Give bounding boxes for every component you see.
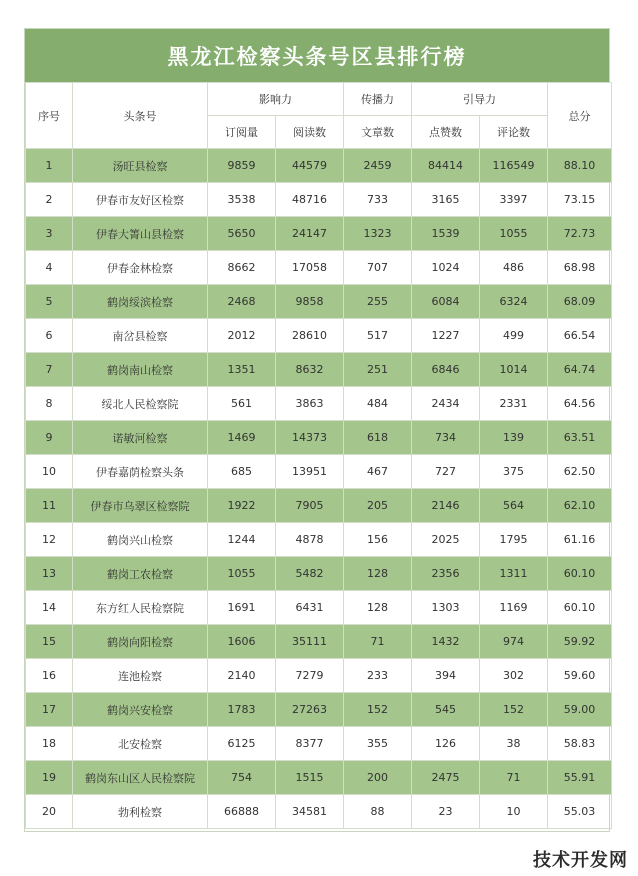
reads-cell: 7905 [276,489,344,523]
articles-cell: 618 [344,421,412,455]
account-cell: 伊春金林检察 [73,251,208,285]
comments-cell: 10 [480,795,548,829]
rank-cell: 18 [26,727,73,761]
subs-cell: 754 [208,761,276,795]
table-row [26,251,612,285]
rank-cell: 20 [26,795,73,829]
comments-cell: 71 [480,761,548,795]
comments-cell: 116549 [480,149,548,183]
ranking-table [25,82,612,829]
comments-cell: 2331 [480,387,548,421]
likes-cell: 84414 [412,149,480,183]
likes-cell: 6084 [412,285,480,319]
subs-cell: 1606 [208,625,276,659]
reads-cell: 35111 [276,625,344,659]
account-cell: 鹤岗兴安检察 [73,693,208,727]
header-influence: 影响力 [208,83,344,116]
reads-cell: 13951 [276,455,344,489]
total-cell: 61.16 [548,523,612,557]
table-row [26,795,612,829]
watermark: 技术开发网 [533,850,628,871]
rank-cell: 5 [26,285,73,319]
subs-cell: 3538 [208,183,276,217]
table-row [26,557,612,591]
rank-cell: 1 [26,149,73,183]
likes-cell: 727 [412,455,480,489]
articles-cell: 251 [344,353,412,387]
articles-cell: 733 [344,183,412,217]
subs-cell: 1055 [208,557,276,591]
page-title: 黑龙江检察头条号区县排行榜 [25,29,609,82]
subs-cell: 8662 [208,251,276,285]
comments-cell: 499 [480,319,548,353]
articles-cell: 2459 [344,149,412,183]
reads-cell: 4878 [276,523,344,557]
account-cell: 南岔县检察 [73,319,208,353]
header-reads: 阅读数 [276,116,344,149]
account-cell: 伊春大箐山县检察 [73,217,208,251]
reads-cell: 28610 [276,319,344,353]
subs-cell: 1783 [208,693,276,727]
account-cell: 连池检察 [73,659,208,693]
likes-cell: 2475 [412,761,480,795]
articles-cell: 152 [344,693,412,727]
articles-cell: 156 [344,523,412,557]
comments-cell: 375 [480,455,548,489]
table-row [26,761,612,795]
comments-cell: 38 [480,727,548,761]
total-cell: 55.91 [548,761,612,795]
table-row [26,727,612,761]
header-comments: 评论数 [480,116,548,149]
subs-cell: 2468 [208,285,276,319]
articles-cell: 128 [344,591,412,625]
comments-cell: 302 [480,659,548,693]
likes-cell: 1303 [412,591,480,625]
reads-cell: 27263 [276,693,344,727]
total-cell: 88.10 [548,149,612,183]
reads-cell: 6431 [276,591,344,625]
comments-cell: 152 [480,693,548,727]
rank-cell: 11 [26,489,73,523]
likes-cell: 545 [412,693,480,727]
table-row [26,353,612,387]
subs-cell: 5650 [208,217,276,251]
likes-cell: 1539 [412,217,480,251]
likes-cell: 6846 [412,353,480,387]
account-cell: 鹤岗兴山检察 [73,523,208,557]
subs-cell: 9859 [208,149,276,183]
subs-cell: 1244 [208,523,276,557]
table-row [26,149,612,183]
total-cell: 68.09 [548,285,612,319]
articles-cell: 233 [344,659,412,693]
table-row [26,183,612,217]
total-cell: 68.98 [548,251,612,285]
reads-cell: 34581 [276,795,344,829]
subs-cell: 1469 [208,421,276,455]
articles-cell: 1323 [344,217,412,251]
rank-cell: 13 [26,557,73,591]
account-cell: 诺敏河检察 [73,421,208,455]
rank-cell: 3 [26,217,73,251]
reads-cell: 1515 [276,761,344,795]
articles-cell: 484 [344,387,412,421]
comments-cell: 1055 [480,217,548,251]
articles-cell: 517 [344,319,412,353]
account-cell: 伊春市乌翠区检察院 [73,489,208,523]
articles-cell: 128 [344,557,412,591]
account-cell: 东方红人民检察院 [73,591,208,625]
total-cell: 60.10 [548,557,612,591]
rank-cell: 14 [26,591,73,625]
header-spread: 传播力 [344,83,412,116]
subs-cell: 561 [208,387,276,421]
account-cell: 伊春嘉荫检察头条 [73,455,208,489]
articles-cell: 467 [344,455,412,489]
table-row [26,421,612,455]
rank-cell: 17 [26,693,73,727]
comments-cell: 486 [480,251,548,285]
comments-cell: 1169 [480,591,548,625]
header-articles: 文章数 [344,116,412,149]
articles-cell: 205 [344,489,412,523]
table-row [26,455,612,489]
total-cell: 62.50 [548,455,612,489]
rank-cell: 2 [26,183,73,217]
account-cell: 鹤岗工农检察 [73,557,208,591]
total-cell: 64.74 [548,353,612,387]
subs-cell: 1351 [208,353,276,387]
total-cell: 64.56 [548,387,612,421]
total-cell: 59.60 [548,659,612,693]
articles-cell: 355 [344,727,412,761]
table-body [26,149,612,829]
likes-cell: 394 [412,659,480,693]
total-cell: 59.00 [548,693,612,727]
header-subs: 订阅量 [208,116,276,149]
rank-cell: 7 [26,353,73,387]
subs-cell: 2012 [208,319,276,353]
subs-cell: 1691 [208,591,276,625]
rank-cell: 8 [26,387,73,421]
comments-cell: 564 [480,489,548,523]
likes-cell: 2146 [412,489,480,523]
subs-cell: 2140 [208,659,276,693]
articles-cell: 71 [344,625,412,659]
rank-cell: 9 [26,421,73,455]
rank-cell: 12 [26,523,73,557]
header-likes: 点赞数 [412,116,480,149]
comments-cell: 3397 [480,183,548,217]
table-row [26,489,612,523]
likes-cell: 1024 [412,251,480,285]
likes-cell: 1432 [412,625,480,659]
comments-cell: 6324 [480,285,548,319]
total-cell: 63.51 [548,421,612,455]
likes-cell: 1227 [412,319,480,353]
account-cell: 鹤岗东山区人民检察院 [73,761,208,795]
likes-cell: 2434 [412,387,480,421]
articles-cell: 200 [344,761,412,795]
account-cell: 汤旺县检察 [73,149,208,183]
rank-cell: 6 [26,319,73,353]
rank-cell: 15 [26,625,73,659]
table-row [26,217,612,251]
reads-cell: 14373 [276,421,344,455]
table-row [26,285,612,319]
articles-cell: 707 [344,251,412,285]
subs-cell: 685 [208,455,276,489]
likes-cell: 23 [412,795,480,829]
table-row [26,693,612,727]
subs-cell: 6125 [208,727,276,761]
comments-cell: 974 [480,625,548,659]
header-guidance: 引导力 [412,83,548,116]
ranking-card [24,28,610,832]
reads-cell: 17058 [276,251,344,285]
likes-cell: 734 [412,421,480,455]
total-cell: 55.03 [548,795,612,829]
header-rank: 序号 [26,83,73,149]
table-row [26,523,612,557]
table-row [26,659,612,693]
total-cell: 58.83 [548,727,612,761]
subs-cell: 1922 [208,489,276,523]
total-cell: 72.73 [548,217,612,251]
likes-cell: 2356 [412,557,480,591]
total-cell: 60.10 [548,591,612,625]
total-cell: 66.54 [548,319,612,353]
reads-cell: 8632 [276,353,344,387]
likes-cell: 3165 [412,183,480,217]
total-cell: 59.92 [548,625,612,659]
reads-cell: 24147 [276,217,344,251]
articles-cell: 88 [344,795,412,829]
header-total: 总分 [548,83,612,149]
table-row [26,625,612,659]
likes-cell: 2025 [412,523,480,557]
table-row [26,319,612,353]
total-cell: 73.15 [548,183,612,217]
articles-cell: 255 [344,285,412,319]
reads-cell: 44579 [276,149,344,183]
comments-cell: 1311 [480,557,548,591]
rank-cell: 19 [26,761,73,795]
table-row [26,387,612,421]
total-cell: 62.10 [548,489,612,523]
header-account: 头条号 [73,83,208,149]
reads-cell: 48716 [276,183,344,217]
account-cell: 勃利检察 [73,795,208,829]
account-cell: 北安检察 [73,727,208,761]
comments-cell: 1795 [480,523,548,557]
rank-cell: 10 [26,455,73,489]
reads-cell: 7279 [276,659,344,693]
account-cell: 鹤岗南山检察 [73,353,208,387]
account-cell: 伊春市友好区检察 [73,183,208,217]
comments-cell: 1014 [480,353,548,387]
table-row [26,591,612,625]
account-cell: 鹤岗绥滨检察 [73,285,208,319]
reads-cell: 8377 [276,727,344,761]
account-cell: 鹤岗向阳检察 [73,625,208,659]
subs-cell: 66888 [208,795,276,829]
account-cell: 绥北人民检察院 [73,387,208,421]
comments-cell: 139 [480,421,548,455]
reads-cell: 9858 [276,285,344,319]
reads-cell: 5482 [276,557,344,591]
rank-cell: 16 [26,659,73,693]
rank-cell: 4 [26,251,73,285]
likes-cell: 126 [412,727,480,761]
reads-cell: 3863 [276,387,344,421]
